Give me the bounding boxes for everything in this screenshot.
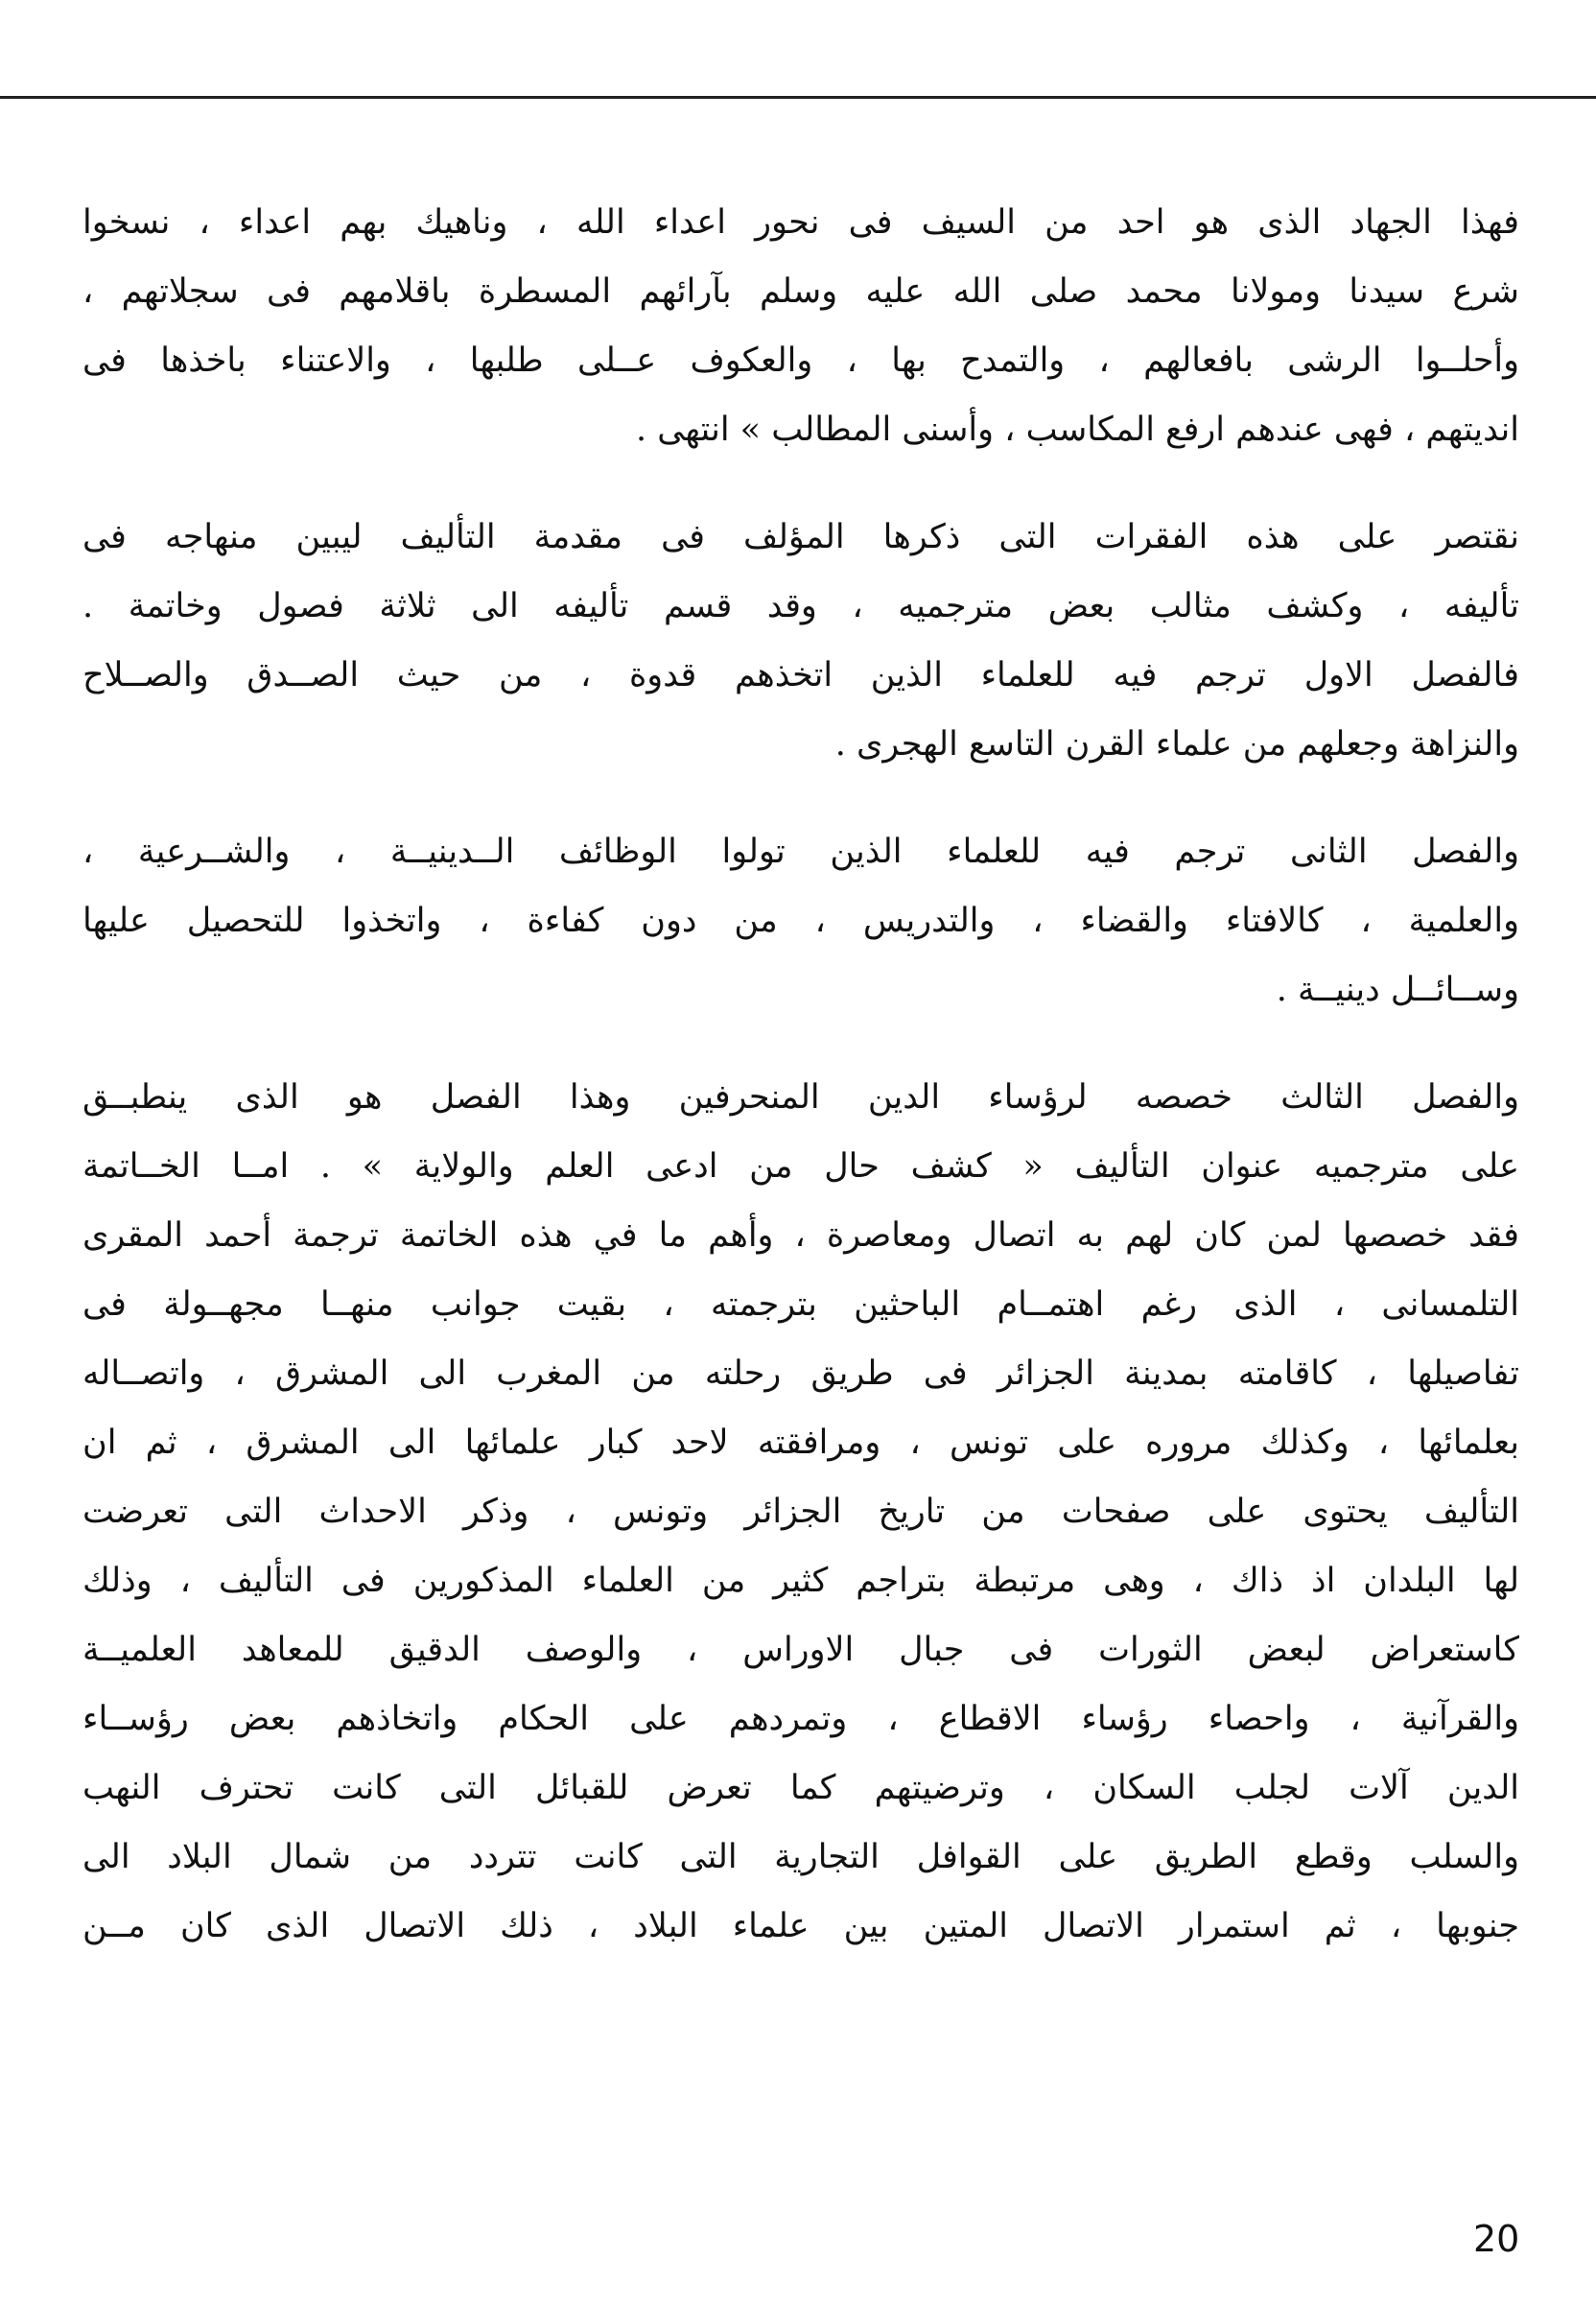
text-line: والعلمية ، كالافتاء والقضاء ، والتدريس ، من دون كفاءة ، واتخذوا للتحصيل عليها <box>82 902 1519 940</box>
text-line: والنزاهة وجعلهم من علماء القرن التاسع الهجرى . <box>834 725 1519 764</box>
text-line: تأليفه ، وكشف مثالب بعض مترجميه ، وقد قسم تأليفه الى ثلاثة فصول وخاتمة . <box>82 587 1519 625</box>
text-line: والفصل الثانى ترجم فيه للعلماء الذين تولوا الوظائف الــدينيــة ، والشــرعية ، <box>82 833 1519 871</box>
text-line: تفاصيلها ، كاقامته بمدينة الجزائر فى طريق رحلته من المغرب الى المشرق ، واتصــاله <box>82 1354 1519 1393</box>
text-line: فقد خصصها لمن كان لهم به اتصال ومعاصرة ، وأهم ما في هذه الخاتمة ترجمة أحمد المقرى <box>82 1216 1519 1255</box>
text-line: كاستعراض لبعض الثورات فى جبال الاوراس ، والوصف الدقيق للمعاهد العلميــة <box>82 1631 1519 1669</box>
text-line: التلمسانى ، الذى رغم اهتمــام الباحثين بترجمته ، بقيت جوانب منهــا مجهــولة فى <box>82 1285 1519 1324</box>
page-body <box>82 188 1519 1999</box>
paragraph-2 <box>82 503 1519 779</box>
text-line: والسلب وقطع الطريق على القوافل التجارية التى كانت تتردد من شمال البلاد الى <box>82 1838 1519 1876</box>
text-line: وســائــل دينيــة . <box>1276 971 1519 1009</box>
text-line: انديتهم ، فهى عندهم ارفع المكاسب ، وأسنى المطالب » انتهى . <box>635 411 1519 449</box>
page-number: 20 <box>1473 2218 1520 2260</box>
text-line: والفصل الثالث خصصه لرؤساء الدين المنحرفين وهذا الفصل هو الذى ينطبــق <box>82 1078 1519 1117</box>
paragraph-1 <box>82 188 1519 464</box>
text-line: فهذا الجهاد الذى هو احد من السيف فى نحور اعداء الله ، وناهيك بهم اعداء ، نسخوا <box>82 203 1519 242</box>
text-line: لها البلدان اذ ذاك ، وهى مرتبطة بتراجم كثير من العلماء المذكورين فى التأليف ، وذلك <box>82 1562 1519 1600</box>
paragraph-4 <box>82 1063 1519 1961</box>
text-line: جنوبها ، ثم استمرار الاتصال المتين بين علماء البلاد ، ذلك الاتصال الذى كان مــن <box>82 1907 1519 1945</box>
text-line: والقرآنية ، واحصاء رؤساء الاقطاع ، وتمردهم على الحكام واتخاذهم بعض رؤســاء <box>82 1700 1519 1738</box>
text-line: نقتصر على هذه الفقرات التى ذكرها المؤلف فى مقدمة التأليف ليبين منهاجه فى <box>82 518 1519 556</box>
text-line: شرع سيدنا ومولانا محمد صلى الله عليه وسلم بآرائهم المسطرة باقلامهم فى سجلاتهم ، <box>82 272 1519 311</box>
paragraph-3 <box>82 817 1519 1024</box>
top-rule <box>0 96 1596 99</box>
text-line: بعلمائها ، وكذلك مروره على تونس ، ومرافقته لاحد كبار علمائها الى المشرق ، ثم ان <box>82 1424 1519 1462</box>
text-line: وأحلــوا الرشى بافعالهم ، والتمدح بها ، والعكوف عــلى طلبها ، والاعتناء باخذها فى <box>82 341 1519 380</box>
text-line: التأليف يحتوى على صفحات من تاريخ الجزائر وتونس ، وذكر الاحداث التى تعرضت <box>82 1493 1519 1531</box>
text-line: على مترجميه عنوان التأليف « كشف حال من ادعى العلم والولاية » . امــا الخــاتمة <box>82 1147 1519 1186</box>
text-line: الدين آلات لجلب السكان ، وترضيتهم كما تعرض للقبائل التى كانت تحترف النهب <box>82 1769 1519 1807</box>
text-line: فالفصل الاول ترجم فيه للعلماء الذين اتخذهم قدوة ، من حيث الصــدق والصــلاح <box>82 656 1519 694</box>
